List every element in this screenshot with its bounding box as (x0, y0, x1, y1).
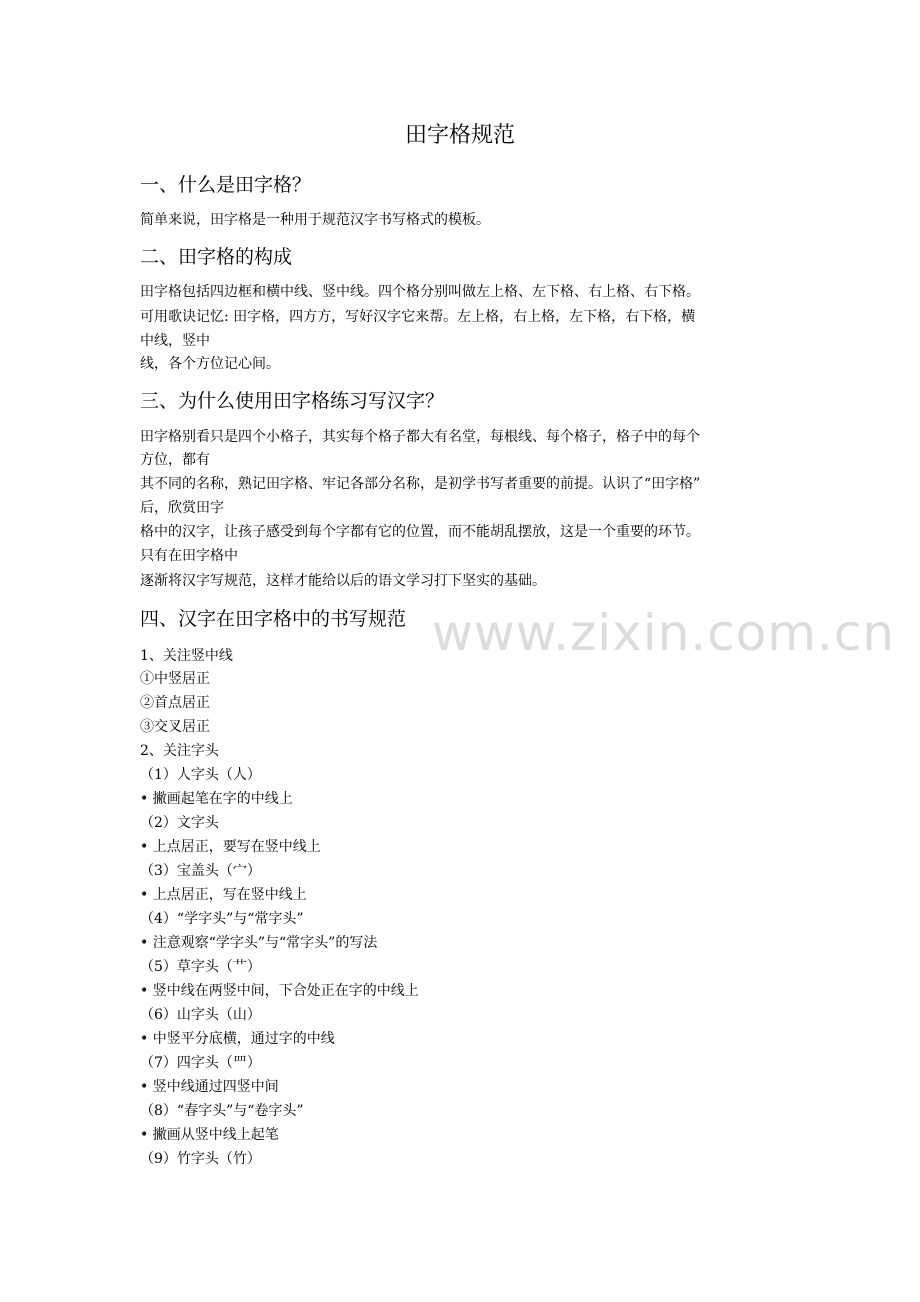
section-heading-2: 二、田字格的构成 (140, 246, 293, 268)
paragraph-line: 方位，都有 (140, 452, 210, 468)
list-item: • 撇画从竖中线上起笔 (140, 1127, 279, 1143)
list-item: （8）“春字头”与“卷字头” (140, 1103, 304, 1119)
paragraph-line: 中线，竖中 (140, 333, 210, 349)
paragraph-line: 只有在田字格中 (140, 548, 238, 564)
list-item: ②首点居正 (140, 695, 210, 711)
list-item: （2）文字头 (140, 815, 219, 831)
section-heading-1: 一、什么是田字格？ (140, 174, 312, 196)
paragraph-line: 逐渐将汉字写规范，这样才能给以后的语文学习打下坚实的基础。 (140, 573, 546, 589)
list-item: （1）人字头（人） (140, 767, 261, 783)
paragraph-line: 后，欣赏田字 (140, 500, 224, 516)
list-item: 1、关注竖中线 (140, 648, 233, 664)
paragraph-line: 简单来说，田字格是一种用于规范汉字书写格式的模板。 (140, 212, 490, 228)
list-item: • 上点居正，要写在竖中线上 (140, 839, 321, 855)
section-heading-3: 三、为什么使用田字格练习写汉字？ (140, 390, 445, 412)
section-heading-4: 四、汉字在田字格中的书写规范 (140, 608, 407, 630)
list-item: ①中竖居正 (140, 671, 210, 687)
document-title: 田字格规范 (404, 123, 515, 148)
list-item: • 上点居正，写在竖中线上 (140, 887, 307, 903)
watermark: www.zixin.com.cn (432, 604, 896, 662)
paragraph-line: 可用歌诀记忆: 田字格，四方方，写好汉字它来帮。左上格，右上格，左下格，右下格，横 (140, 309, 696, 325)
paragraph-line: 线，各个方位记心间。 (140, 356, 280, 372)
paragraph-line: 田字格包括四边框和横中线、竖中线。四个格分别叫做左上格、左下格、右上格、右下格。 (140, 284, 700, 300)
paragraph-line: 其不同的名称，熟记田字格、牢记各部分名称，是初学书写者重要的前提。认识了“田字格” (140, 476, 701, 492)
list-item: • 注意观察“学字头”与“常字头”的写法 (140, 935, 378, 951)
list-item: （7）四字头（罒） (140, 1055, 261, 1071)
list-item: （6）山字头（山） (140, 1007, 261, 1023)
list-item: ③交叉居正 (140, 719, 210, 735)
list-item: （9）竹字头（竹） (140, 1151, 261, 1167)
list-item: • 竖中线通过四竖中间 (140, 1079, 279, 1095)
list-item: （5）草字头（艹） (140, 959, 261, 975)
paragraph-line: 田字格别看只是四个小格子，其实每个格子都大有名堂，每根线、每个格子，格子中的每个 (140, 429, 700, 445)
list-item: （4）“学字头”与“常字头” (140, 911, 304, 927)
paragraph-line: 格中的汉字，让孩子感受到每个字都有它的位置，而不能胡乱摆放，这是一个重要的环节。 (140, 524, 700, 540)
list-item: • 中竖平分底横，通过字的中线 (140, 1031, 335, 1047)
list-item: • 竖中线在两竖中间，下合处正在字的中线上 (140, 983, 419, 999)
list-item: 2、关注字头 (140, 743, 219, 759)
list-item: • 撇画起笔在字的中线上 (140, 791, 293, 807)
list-item: （3）宝盖头（宀） (140, 863, 261, 879)
